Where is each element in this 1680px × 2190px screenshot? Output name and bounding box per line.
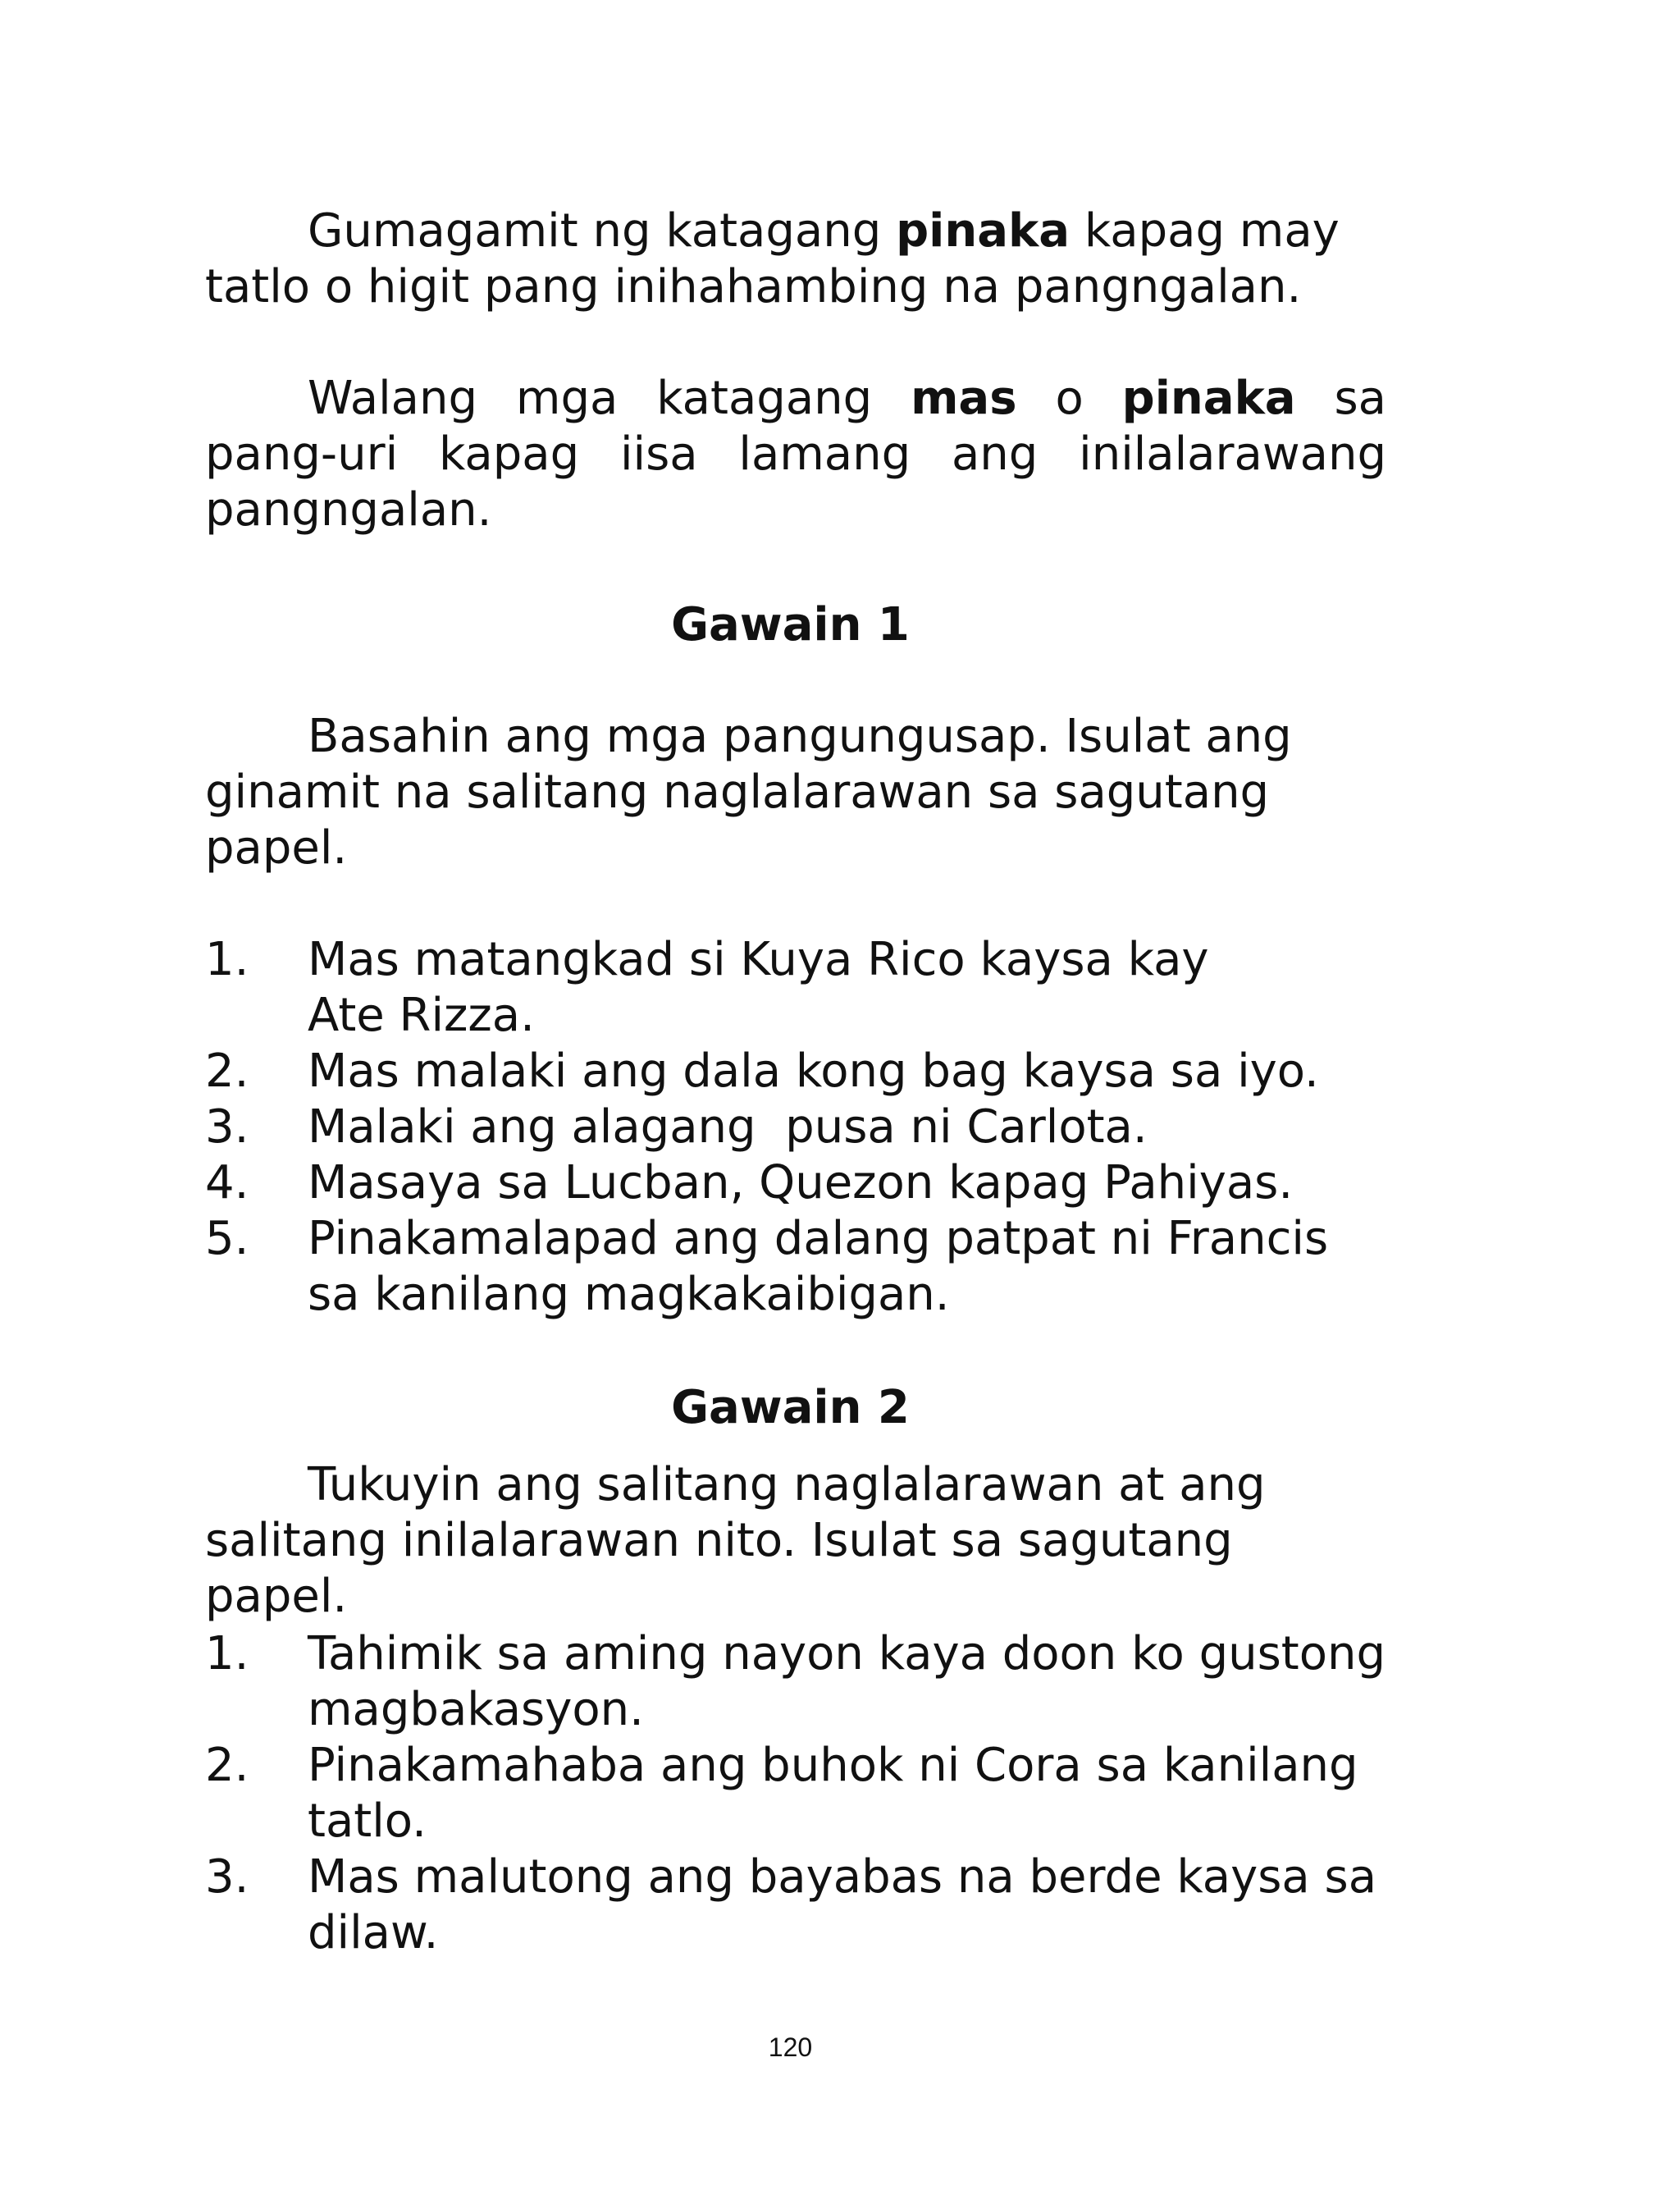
list-item-text: Malaki ang alagang pusa ni Carlota. bbox=[308, 1100, 1148, 1154]
gawain-2-item-1 bbox=[205, 1626, 1395, 1738]
intro-paragraph-2 bbox=[205, 371, 1386, 538]
list-item-number: 1. bbox=[205, 933, 249, 986]
list-item-number: 3. bbox=[205, 1100, 249, 1154]
list-item-text: Mas malutong ang bayabas na berde kaysa sa dilaw. bbox=[308, 1850, 1377, 1959]
gawain-1-item-2 bbox=[205, 1044, 1395, 1100]
intro-p2-bold-pinaka: pinaka bbox=[1121, 372, 1296, 425]
intro-p1-text-after: kapag may tatlo o higit pang inihahambing na pangngalan. bbox=[205, 204, 1340, 313]
gawain-2-instructions-text: Tukuyin ang salitang naglalarawan at ang salitang inilalarawan nito. Isulat sa sagutang papel. bbox=[205, 1458, 1266, 1623]
intro-p1-bold-pinaka: pinaka bbox=[896, 204, 1071, 258]
gawain-1-item-3 bbox=[205, 1100, 1395, 1155]
gawain-1-item-1 bbox=[205, 932, 1395, 1044]
list-item-text: Tahimik sa aming nayon kaya doon ko gustong magbakasyon. bbox=[308, 1627, 1386, 1736]
intro-paragraph-1 bbox=[205, 203, 1354, 315]
gawain-1-item-4 bbox=[205, 1155, 1395, 1211]
list-item-number: 2. bbox=[205, 1739, 249, 1792]
gawain-2-instructions bbox=[205, 1457, 1386, 1625]
gawain-1-instructions-text: Basahin ang mga pangungusap. Isulat ang ginamit na salitang naglalarawan sa sagutang papel. bbox=[205, 710, 1292, 875]
intro-p1-text-before: Gumagamit ng katagang bbox=[308, 204, 897, 258]
list-item-text: Pinakamahaba ang buhok ni Cora sa kanilang tatlo. bbox=[308, 1739, 1358, 1848]
list-item-number: 5. bbox=[205, 1212, 249, 1265]
page-number: 120 bbox=[768, 2032, 813, 2062]
intro-p2-text-after: sa pang-uri kapag iisa lamang ang inilalarawang pangngalan. bbox=[205, 372, 1386, 537]
list-item-number: 4. bbox=[205, 1156, 249, 1209]
intro-p2-text-before: Walang mga katagang bbox=[308, 372, 911, 425]
gawain-1-instructions bbox=[205, 709, 1345, 876]
list-item-text: Mas matangkad si Kuya Rico kaysa kay Ate Rizza. bbox=[308, 933, 1209, 1042]
gawain-2-list bbox=[205, 1626, 1395, 1961]
list-item-text: Masaya sa Lucban, Quezon kapag Pahiyas. bbox=[308, 1156, 1294, 1209]
list-item-text: Pinakamalapad ang dalang patpat ni Francis sa kanilang magkakaibigan. bbox=[308, 1212, 1329, 1321]
gawain-1-heading: Gawain 1 bbox=[671, 598, 910, 652]
gawain-1-list bbox=[205, 932, 1395, 1323]
list-item-number: 3. bbox=[205, 1850, 249, 1904]
list-item-number: 1. bbox=[205, 1627, 249, 1680]
intro-p2-text-middle: o bbox=[1016, 372, 1122, 425]
list-item-number: 2. bbox=[205, 1045, 249, 1098]
gawain-2-heading: Gawain 2 bbox=[671, 1381, 910, 1434]
gawain-1-item-5 bbox=[205, 1211, 1395, 1323]
list-item-text: Mas malaki ang dala kong bag kaysa sa iyo. bbox=[308, 1045, 1319, 1098]
gawain-2-item-3 bbox=[205, 1849, 1395, 1961]
gawain-2-item-2 bbox=[205, 1738, 1395, 1849]
intro-p2-bold-mas: mas bbox=[911, 372, 1017, 425]
